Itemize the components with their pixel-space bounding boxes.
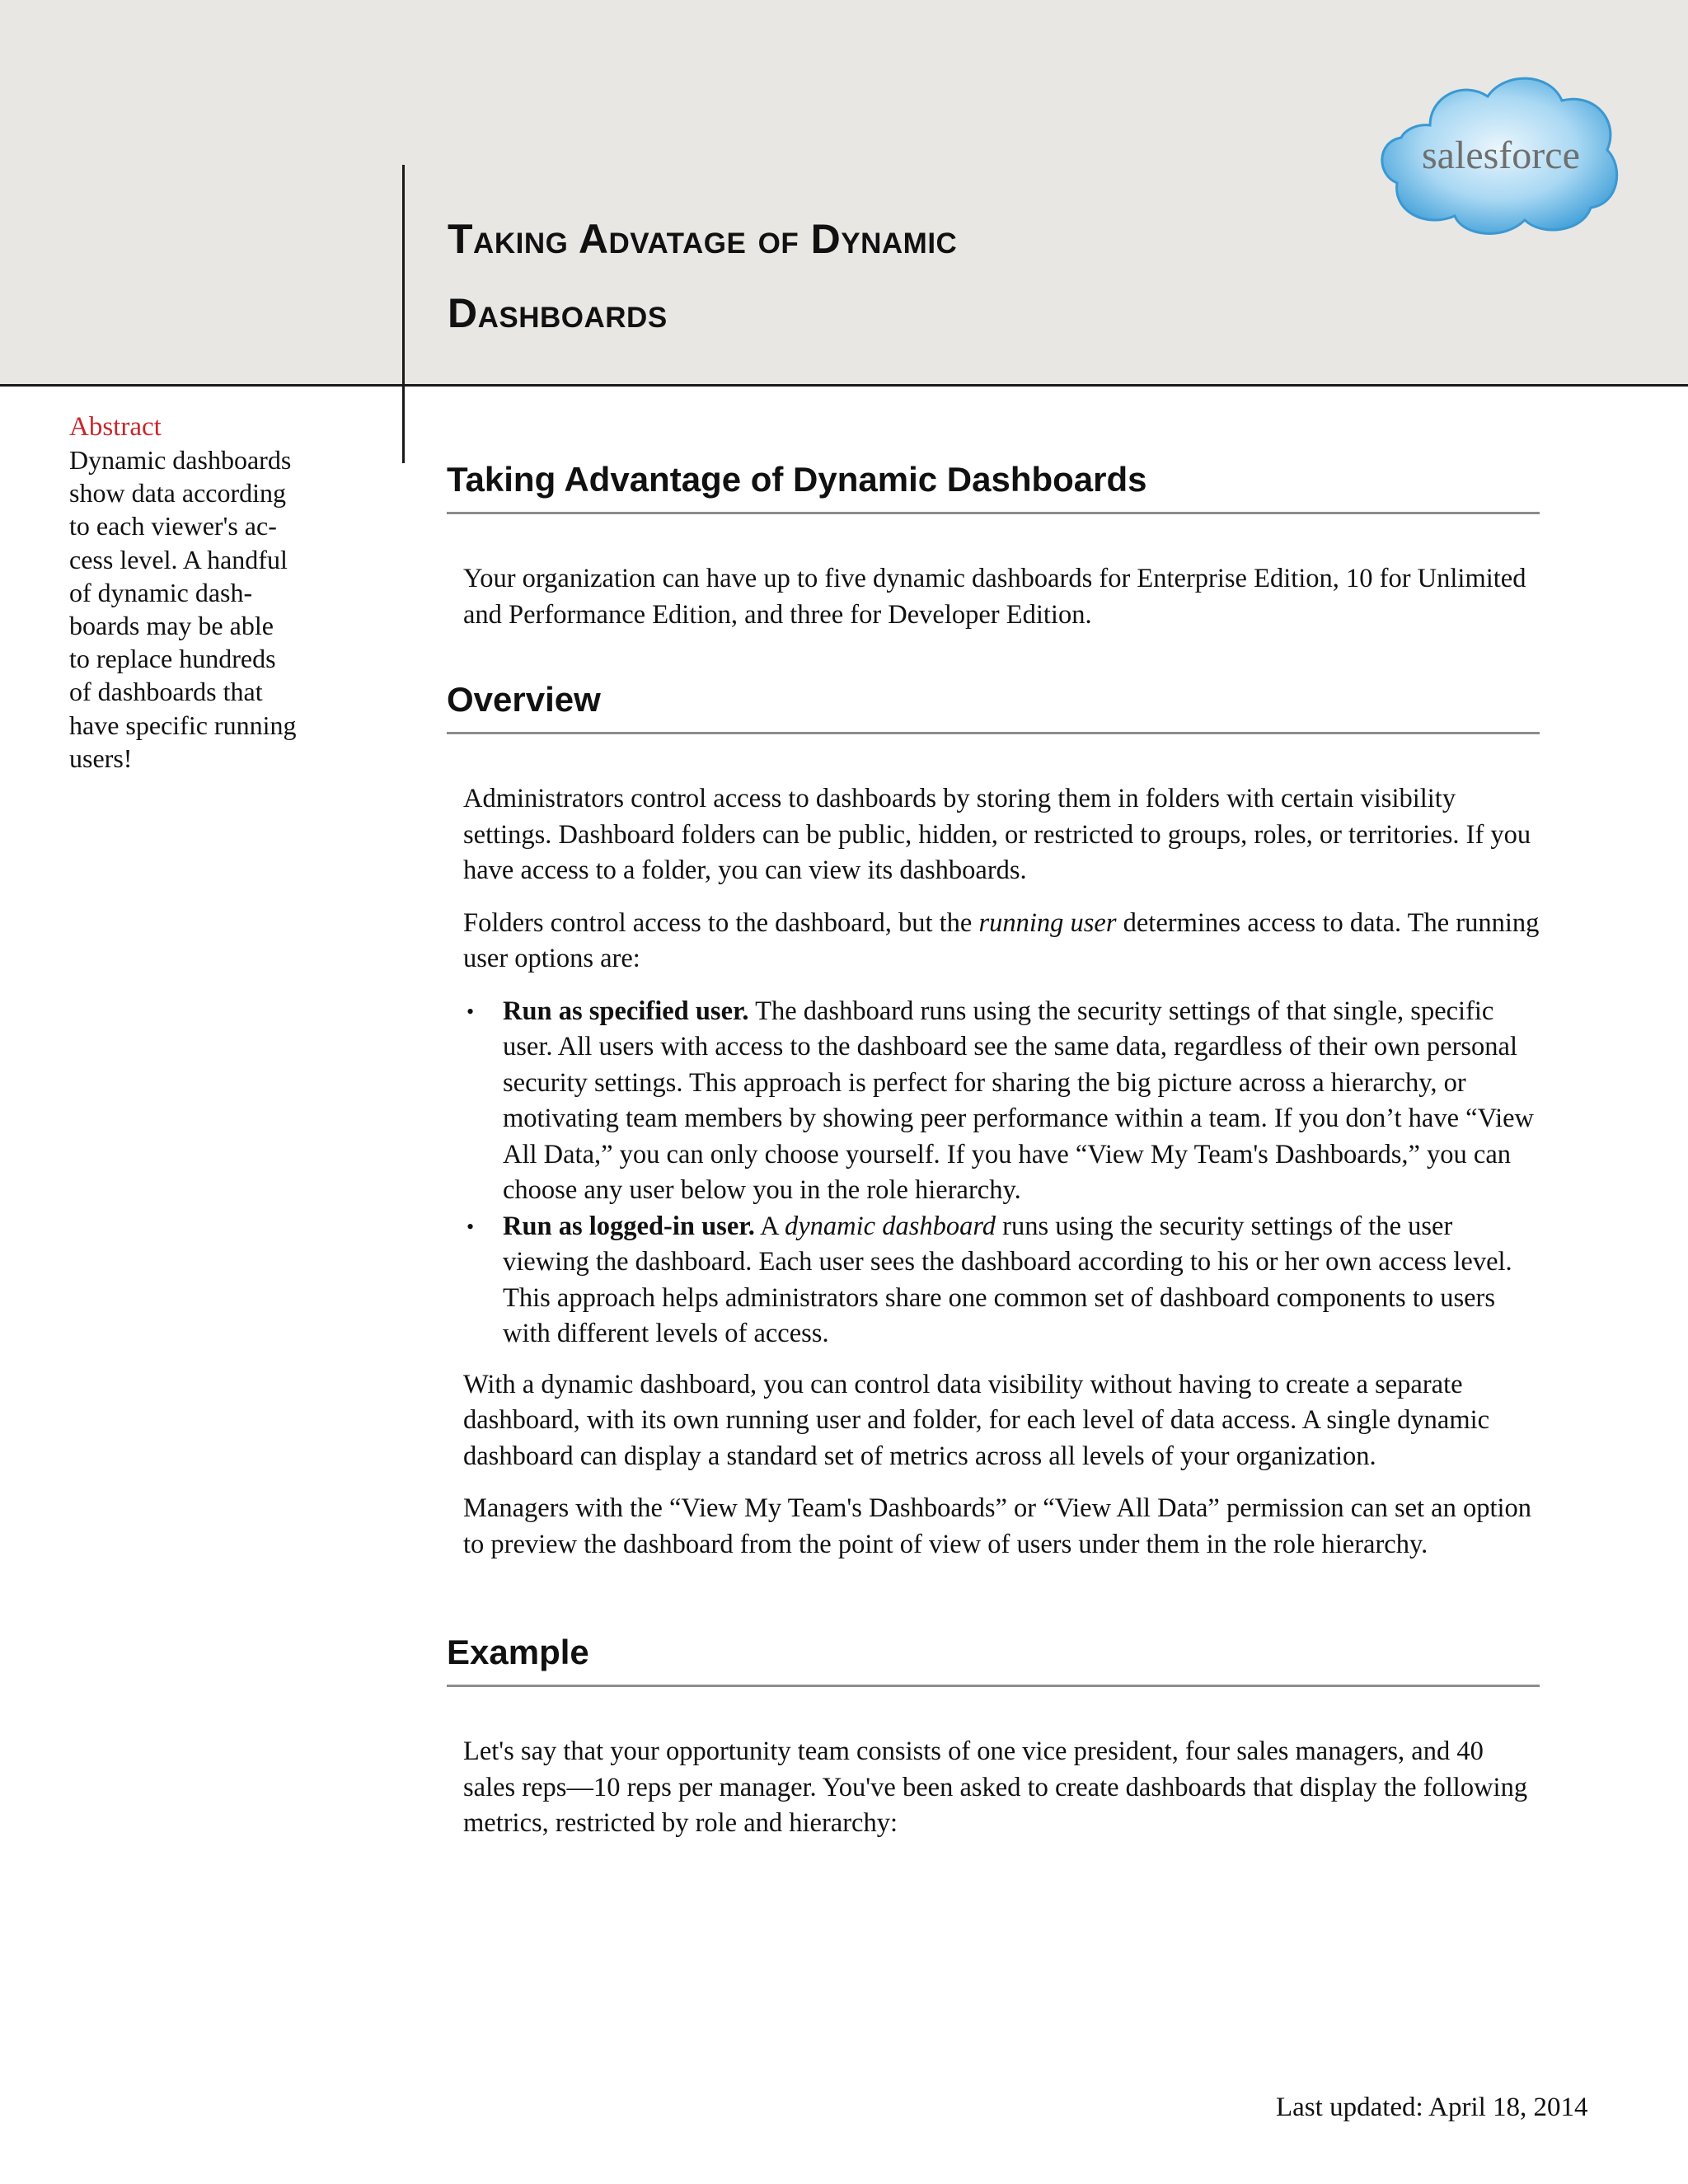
last-updated: Last updated: April 18, 2014: [1276, 2093, 1588, 2122]
overview-paragraph-3: With a dynamic dashboard, you can control data visibility without having to create a separate dashboard, with its own running user and folder, for each level of data access. A single dynamic dashboard can display a standard set of metrics across all levels of your organization.: [463, 1369, 1490, 1471]
header-divider: [0, 384, 1688, 387]
salesforce-logo: [1372, 68, 1628, 245]
abstract-label: Abstract: [69, 412, 162, 442]
document-title-line2: Dashboards: [448, 290, 668, 336]
main-content: [447, 451, 1540, 1858]
overview-p2-before: Folders control access to the dashboard, but the: [463, 907, 979, 938]
overview-paragraph-4: Managers with the “View My Team's Dashboards” or “View All Data” permission can set an option to preview the dashboard from the point of view of users under them in the role hierarchy.: [463, 1493, 1532, 1559]
bullet2-title: Run as logged-in user.: [503, 1211, 755, 1241]
intro-paragraph: Your organization can have up to five dynamic dashboards for Enterprise Edition, 10 for Unlimited and Performance Edition, and three for Developer Edition.: [463, 564, 1526, 630]
abstract-text: Dynamic dashboards show data according to each viewer's ac- cess level. A handful of dynamic dash- boards may be able to replace hundreds of dashboards that have specific running users!: [69, 445, 297, 773]
bullet2-text: runs using the security settings of the user viewing the dashboard. Each user sees the dashboard according to his or her own access level. This approach helps administrators share one common set of dashboard components to users with different levels of access.: [503, 1211, 1512, 1348]
overview-paragraph-1: Administrators control access to dashboards by storing them in folders with certain visibility settings. Dashboard folders can be public, hidden, or restricted to groups, roles, or territories. If you have access to a folder, you can view its dashboards.: [463, 784, 1531, 885]
section-example: [447, 1624, 1540, 1842]
section-intro: [447, 451, 1540, 633]
section-heading-example: Example: [447, 1624, 1540, 1687]
bullet-icon: •: [467, 999, 475, 1024]
logo-text: salesforce: [1422, 134, 1580, 177]
overview-paragraph-2: [463, 906, 1540, 977]
overview-p2-after: determines access to data. The running user options are:: [463, 907, 1540, 973]
section-overview: [447, 671, 1540, 1563]
bullet2-mid: A: [754, 1211, 785, 1241]
bullet1-text: The dashboard runs using the security settings of that single, specific user. All users with access to the dashboard see the same data, regardless of their own personal security settings. This approach is perfect for sharing the big picture across a hierarchy, or motivating team members by showing peer performance within a team. If you don’t have “View All Data,” you can only choose yourself. If you have “View My Team's Dashboards,” you can choose any user below you in the role hierarchy.: [503, 996, 1535, 1205]
bullet-icon: •: [467, 1214, 475, 1239]
document-title-line1: Taking Advatage of Dynamic: [448, 216, 958, 262]
running-user-options: [463, 994, 1540, 1352]
section-heading-intro: Taking Advantage of Dynamic Dashboards: [447, 451, 1540, 514]
list-item: [463, 994, 1540, 1209]
vertical-divider: [402, 165, 405, 463]
document-title: [448, 202, 1313, 350]
example-paragraph: Let's say that your opportunity team consists of one vice president, four sales managers, and 40 sales reps—10 reps per manager. You've been asked to create dashboards that display the following metrics, restricted by role and hierarchy:: [463, 1736, 1528, 1838]
list-item: [463, 1209, 1540, 1352]
dynamic-dashboard-term: dynamic dashboard: [784, 1211, 996, 1241]
bullet1-title: Run as specified user.: [503, 996, 749, 1026]
running-user-term: running user: [978, 907, 1117, 938]
section-heading-overview: Overview: [447, 671, 1540, 734]
salesforce-cloud-icon: [1372, 68, 1628, 245]
